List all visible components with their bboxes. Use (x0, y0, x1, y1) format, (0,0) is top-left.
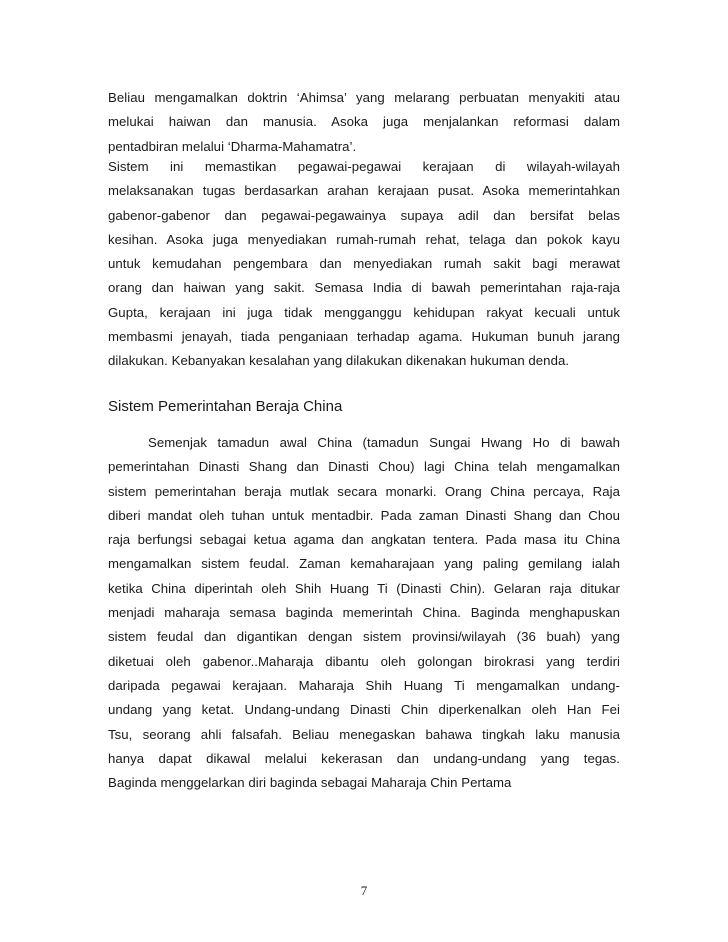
paragraph-ahimsa (108, 86, 620, 159)
text-line: ketika China diperintah oleh Shih Huang Ti (Dinasti Chin). Gelaran raja ditukar (108, 580, 620, 596)
text-line: pentadbiran melalui ‘Dharma-Mahamatra’. (108, 138, 357, 154)
text-line: diberi mandat oleh tuhan untuk mentadbir. Pada zaman Dinasti Shang dan Chou (108, 507, 620, 523)
text-line: undang yang ketat. Undang-undang Dinasti Chin diperkenalkan oleh Han Fei (108, 702, 620, 718)
paragraph-asoka-system (108, 155, 620, 374)
text-line: melaksanakan tugas berdasarkan arahan kerajaan pusat. Asoka memerintahkan (108, 183, 620, 199)
text-line: diketuai oleh gabenor..Maharaja dibantu oleh golongan birokrasi yang terdiri (108, 653, 620, 669)
text-line: menjadi maharaja semasa baginda memerintah China. Baginda menghapuskan (108, 605, 620, 621)
text-line: sistem pemerintahan beraja mutlak secara monarki. Orang China percaya, Raja (108, 483, 620, 499)
text-line: dilakukan. Kebanyakan kesalahan yang dilakukan dikenakan hukuman denda. (108, 353, 570, 369)
text-line: daripada pegawai kerajaan. Maharaja Shih Huang Ti mengamalkan undang- (108, 677, 620, 693)
text-line: kesihan. Asoka juga menyediakan rumah-rumah rehat, telaga dan pokok kayu (108, 231, 620, 247)
text-line: Semenjak tamadun awal China (tamadun Sungai Hwang Ho di bawah (148, 435, 620, 450)
text-line: untuk kemudahan pengembara dan menyediakan rumah sakit bagi merawat (108, 256, 620, 272)
text-line: Gupta, kerajaan ini juga tidak mengganggu kehidupan rakyat kecuali untuk (108, 304, 620, 320)
page-number: 7 (360, 883, 368, 898)
text-line: hanya dapat dikawal melalui kekerasan dan undang-undang yang tegas. (108, 750, 620, 766)
text-line: melukai haiwan dan manusia. Asoka juga menjalankan reformasi dalam (108, 114, 620, 130)
text-line: sistem feudal dan digantikan dengan sistem provinsi/wilayah (36 buah) yang (108, 629, 620, 645)
paragraph-china-monarchy (108, 431, 620, 795)
text-line: gabenor-gabenor dan pegawai-pegawainya supaya adil dan bersifat belas (108, 207, 620, 223)
text-line: Sistem ini memastikan pegawai-pegawai kerajaan di wilayah-wilayah (108, 159, 620, 174)
text-line: pemerintahan Dinasti Shang dan Dinasti Chou) lagi China telah mengamalkan (108, 459, 620, 475)
section-heading: Sistem Pemerintahan Beraja China (108, 398, 343, 415)
text-line: mengamalkan sistem feudal. Zaman kemaharajaan yang paling gemilang ialah (108, 556, 620, 572)
text-line: orang dan haiwan yang sakit. Semasa India di bawah pemerintahan raja-raja (108, 280, 620, 296)
text-line: Tsu, seorang ahli falsafah. Beliau menegaskan bahawa tingkah laku manusia (108, 726, 620, 742)
text-line: Baginda menggelarkan diri baginda sebagai Maharaja Chin Pertama (108, 775, 512, 791)
text-line: membasmi jenayah, tiada penganiaan terhadap agama. Hukuman bunuh jarang (108, 329, 620, 345)
text-line: Beliau mengamalkan doktrin ‘Ahimsa’ yang melarang perbuatan menyakiti atau (108, 90, 620, 105)
text-line: raja berfungsi sebagai ketua agama dan angkatan tentera. Pada masa itu China (108, 532, 620, 548)
